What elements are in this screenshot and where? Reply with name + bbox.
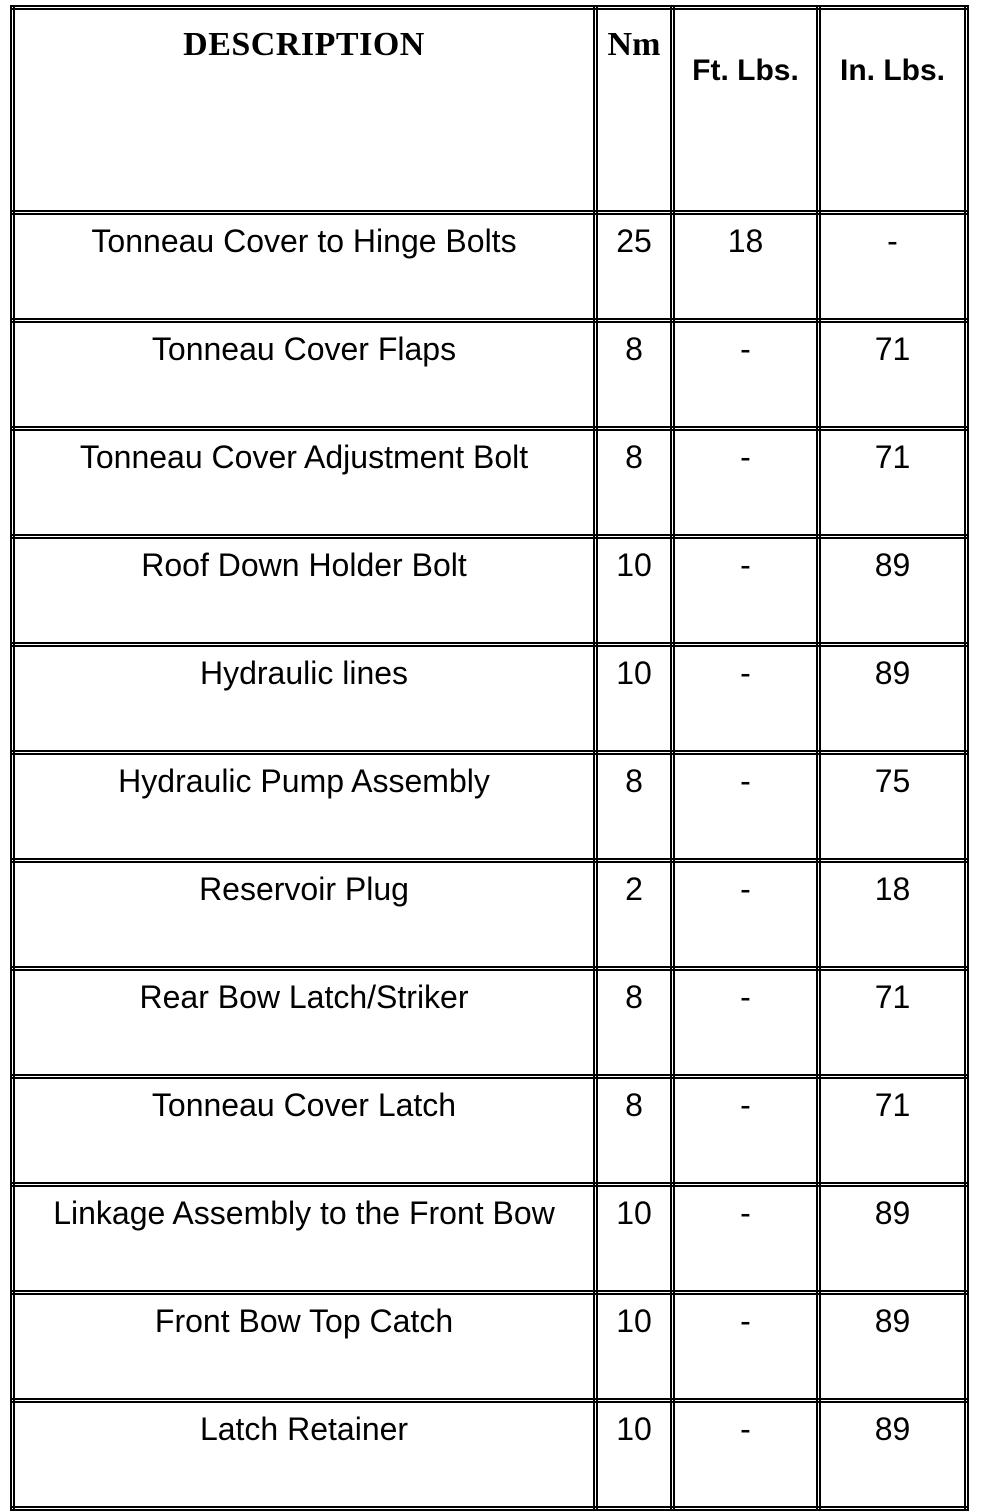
cell-ft-lbs: - [673,1401,819,1509]
cell-ft-lbs: - [673,537,819,645]
cell-description: Tonneau Cover Latch [13,1077,596,1185]
cell-nm: 10 [596,1401,673,1509]
header-ft-lbs: Ft. Lbs. [673,8,819,213]
table-row [13,213,967,321]
header-row [13,8,967,213]
header-description: DESCRIPTION [13,8,596,213]
cell-description: Front Bow Top Catch [13,1293,596,1401]
cell-nm: 10 [596,1293,673,1401]
cell-ft-lbs: - [673,1185,819,1293]
cell-in-lbs: 89 [819,1293,967,1401]
table-row [13,1185,967,1293]
cell-ft-lbs: - [673,645,819,753]
torque-spec-table [10,5,969,1511]
cell-nm: 8 [596,429,673,537]
cell-in-lbs: 71 [819,321,967,429]
cell-ft-lbs: 18 [673,213,819,321]
cell-nm: 10 [596,537,673,645]
cell-in-lbs: 71 [819,429,967,537]
cell-ft-lbs: - [673,1077,819,1185]
cell-ft-lbs: - [673,753,819,861]
cell-ft-lbs: - [673,969,819,1077]
table-row [13,645,967,753]
cell-nm: 25 [596,213,673,321]
cell-in-lbs: 71 [819,1077,967,1185]
table-row [13,537,967,645]
header-nm: Nm [596,8,673,213]
cell-description: Rear Bow Latch/Striker [13,969,596,1077]
cell-nm: 8 [596,321,673,429]
cell-nm: 8 [596,753,673,861]
cell-description: Tonneau Cover Flaps [13,321,596,429]
cell-ft-lbs: - [673,429,819,537]
cell-in-lbs: 89 [819,1401,967,1509]
table-row [13,861,967,969]
cell-description: Latch Retainer [13,1401,596,1509]
cell-description: Reservoir Plug [13,861,596,969]
cell-in-lbs: - [819,213,967,321]
table-row [13,1077,967,1185]
cell-nm: 10 [596,645,673,753]
cell-ft-lbs: - [673,861,819,969]
header-in-lbs: In. Lbs. [819,8,967,213]
table-row [13,753,967,861]
table-header [13,8,967,213]
table-row [13,969,967,1077]
table-row [13,321,967,429]
table-row [13,1293,967,1401]
cell-description: Linkage Assembly to the Front Bow [13,1185,596,1293]
cell-nm: 10 [596,1185,673,1293]
cell-description: Hydraulic Pump Assembly [13,753,596,861]
table-body [13,213,967,1509]
cell-nm: 8 [596,969,673,1077]
table-row [13,429,967,537]
cell-description: Tonneau Cover Adjustment Bolt [13,429,596,537]
cell-description: Hydraulic lines [13,645,596,753]
cell-nm: 2 [596,861,673,969]
cell-ft-lbs: - [673,1293,819,1401]
cell-ft-lbs: - [673,321,819,429]
cell-description: Tonneau Cover to Hinge Bolts [13,213,596,321]
cell-in-lbs: 18 [819,861,967,969]
cell-in-lbs: 89 [819,645,967,753]
cell-description: Roof Down Holder Bolt [13,537,596,645]
cell-in-lbs: 89 [819,537,967,645]
cell-in-lbs: 75 [819,753,967,861]
table-row [13,1401,967,1509]
cell-nm: 8 [596,1077,673,1185]
cell-in-lbs: 71 [819,969,967,1077]
cell-in-lbs: 89 [819,1185,967,1293]
